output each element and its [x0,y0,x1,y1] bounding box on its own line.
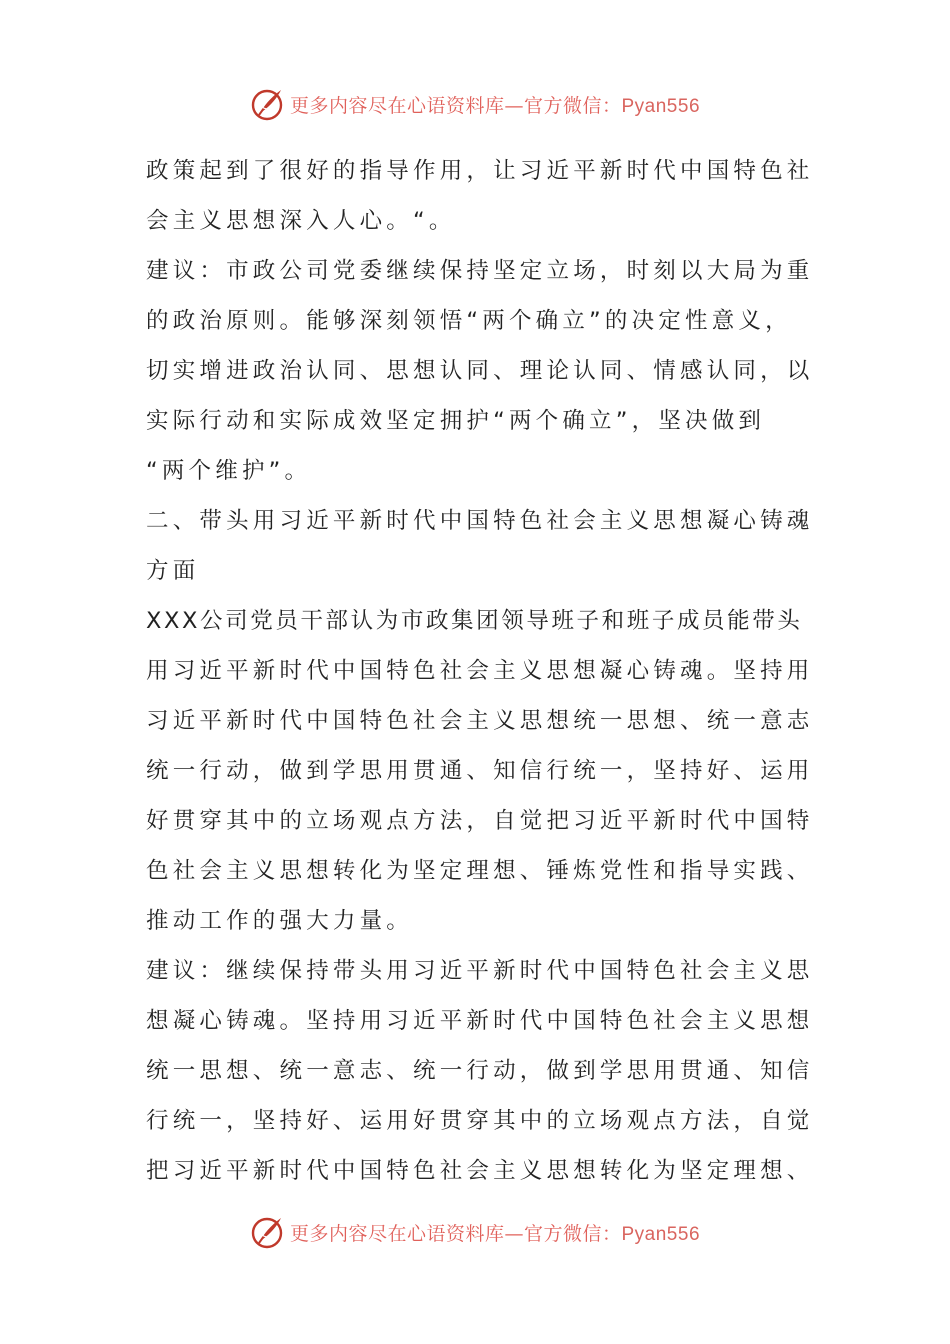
text-line: 建议：市政公司党委继续保持坚定立场，时刻以大局为重 [146,258,814,284]
text-line: 推动工作的强大力量。 [146,908,414,934]
banner-caption [290,1219,700,1246]
quill-logo-icon [250,86,286,122]
text-line: 想凝心铸魂。坚持用习近平新时代中国特色社会主义思想 [146,1008,814,1034]
text-line: 习近平新时代中国特色社会主义思想统一思想、统一意志 [146,708,814,734]
text-line: 政策起到了很好的指导作用，让习近平新时代中国特色社 [146,158,814,184]
text-line: 会主义思想深入人心。“。 [146,208,456,234]
text-line: 色社会主义思想转化为坚定理想、锤炼党性和指导实践、 [146,858,814,884]
footer-banner [0,1210,950,1254]
text-line: 统一行动，做到学思用贯通、知信行统一，坚持好、运用 [146,758,814,784]
document-body [146,146,814,1196]
banner-caption [290,91,700,118]
text-line: 行统一，坚持好、运用好贯穿其中的立场观点方法，自觉 [146,1108,814,1134]
text-line: 好贯穿其中的立场观点方法，自觉把习近平新时代中国特 [146,808,814,834]
banner-text: 更多内容尽在心语资料库—官方微信： [289,1222,622,1245]
text-line: 用习近平新时代中国特色社会主义思想凝心铸魂。坚持用 [146,658,814,684]
wechat-id: Pyan556 [621,1223,701,1245]
wechat-id: Pyan556 [621,95,701,117]
text-line: XXX公司党员干部认为市政集团领导班子和班子成员能带头 [146,608,803,634]
text-line: 建议：继续保持带头用习近平新时代中国特色社会主义思 [146,958,814,984]
header-banner [0,82,950,126]
text-line: 实际行动和实际成效坚定拥护“两个确立”，坚决做到 [146,408,766,434]
text-line: 的政治原则。能够深刻领悟“两个确立”的决定性意义， [146,308,792,334]
text-line: 切实增进政治认同、思想认同、理论认同、情感认同，以 [146,358,814,384]
section-heading: 二、带头用习近平新时代中国特色社会主义思想凝心铸魂 [146,508,814,534]
banner-text: 更多内容尽在心语资料库—官方微信： [289,94,622,117]
section-heading: 方面 [146,558,200,584]
quill-logo-icon [250,1214,286,1250]
text-line: “两个维护”。 [146,458,312,484]
text-line: 把习近平新时代中国特色社会主义思想转化为坚定理想、 [146,1158,814,1184]
text-line: 统一思想、统一意志、统一行动，做到学思用贯通、知信 [146,1058,814,1084]
